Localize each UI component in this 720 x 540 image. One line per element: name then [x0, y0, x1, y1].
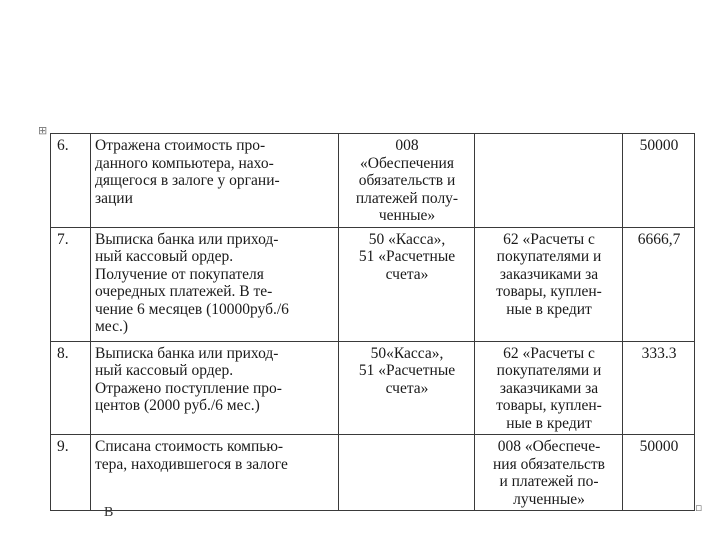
- table-row-6: [51, 134, 695, 228]
- operation-cell: Отражена стоимость про- данного компьютера, нахо- дящегося в залоге у органи- зации: [91, 134, 339, 228]
- operation-cell: Выписка банка или приход- ный кассовый ордер. Отражено поступление про- центов (2000 руб./6 мес.): [91, 341, 339, 435]
- debit-account-cell: 50 «Касса», 51 «Расчетные счета»: [339, 227, 475, 341]
- credit-account-cell: 008 «Обеспече- ния обязательств и платежей по- лученные»: [475, 435, 623, 511]
- amount-cell: 50000: [623, 134, 695, 228]
- table-move-handle-icon[interactable]: ⊞: [38, 124, 48, 137]
- table-row-8: [51, 341, 695, 435]
- table-row-9: [51, 435, 695, 511]
- credit-account-cell: 62 «Расчеты с покупателями и заказчиками за товары, куплен- ные в кредит: [475, 227, 623, 341]
- amount-cell: 50000: [623, 435, 695, 511]
- operation-cell: Выписка банка или приход- ный кассовый ордер. Получение от покупателя очередных платежей. В те- чение 6 месяцев (10000руб./6 мес.): [91, 227, 339, 341]
- debit-account-cell: [339, 435, 475, 511]
- posting-entries-table: [50, 133, 695, 511]
- operation-cell: Списана стоимость компью- тера, находившегося в залоге: [91, 435, 339, 511]
- credit-account-cell: [475, 134, 623, 228]
- row-number: 9.: [51, 435, 91, 511]
- table-resize-handle-icon[interactable]: ▫: [695, 501, 703, 514]
- debit-account-cell: 008 «Обеспечения обязательств и платежей полу- ченные»: [339, 134, 475, 228]
- table-row-7: [51, 227, 695, 341]
- debit-account-cell: 50«Касса», 51 «Расчетные счета»: [339, 341, 475, 435]
- next-paragraph-fragment: В: [104, 505, 114, 520]
- credit-account-cell: 62 «Расчеты с покупателями и заказчиками за товары, куплен- ные в кредит: [475, 341, 623, 435]
- row-number: 6.: [51, 134, 91, 228]
- row-number: 8.: [51, 341, 91, 435]
- row-number: 7.: [51, 227, 91, 341]
- amount-cell: 6666,7: [623, 227, 695, 341]
- amount-cell: 333.3: [623, 341, 695, 435]
